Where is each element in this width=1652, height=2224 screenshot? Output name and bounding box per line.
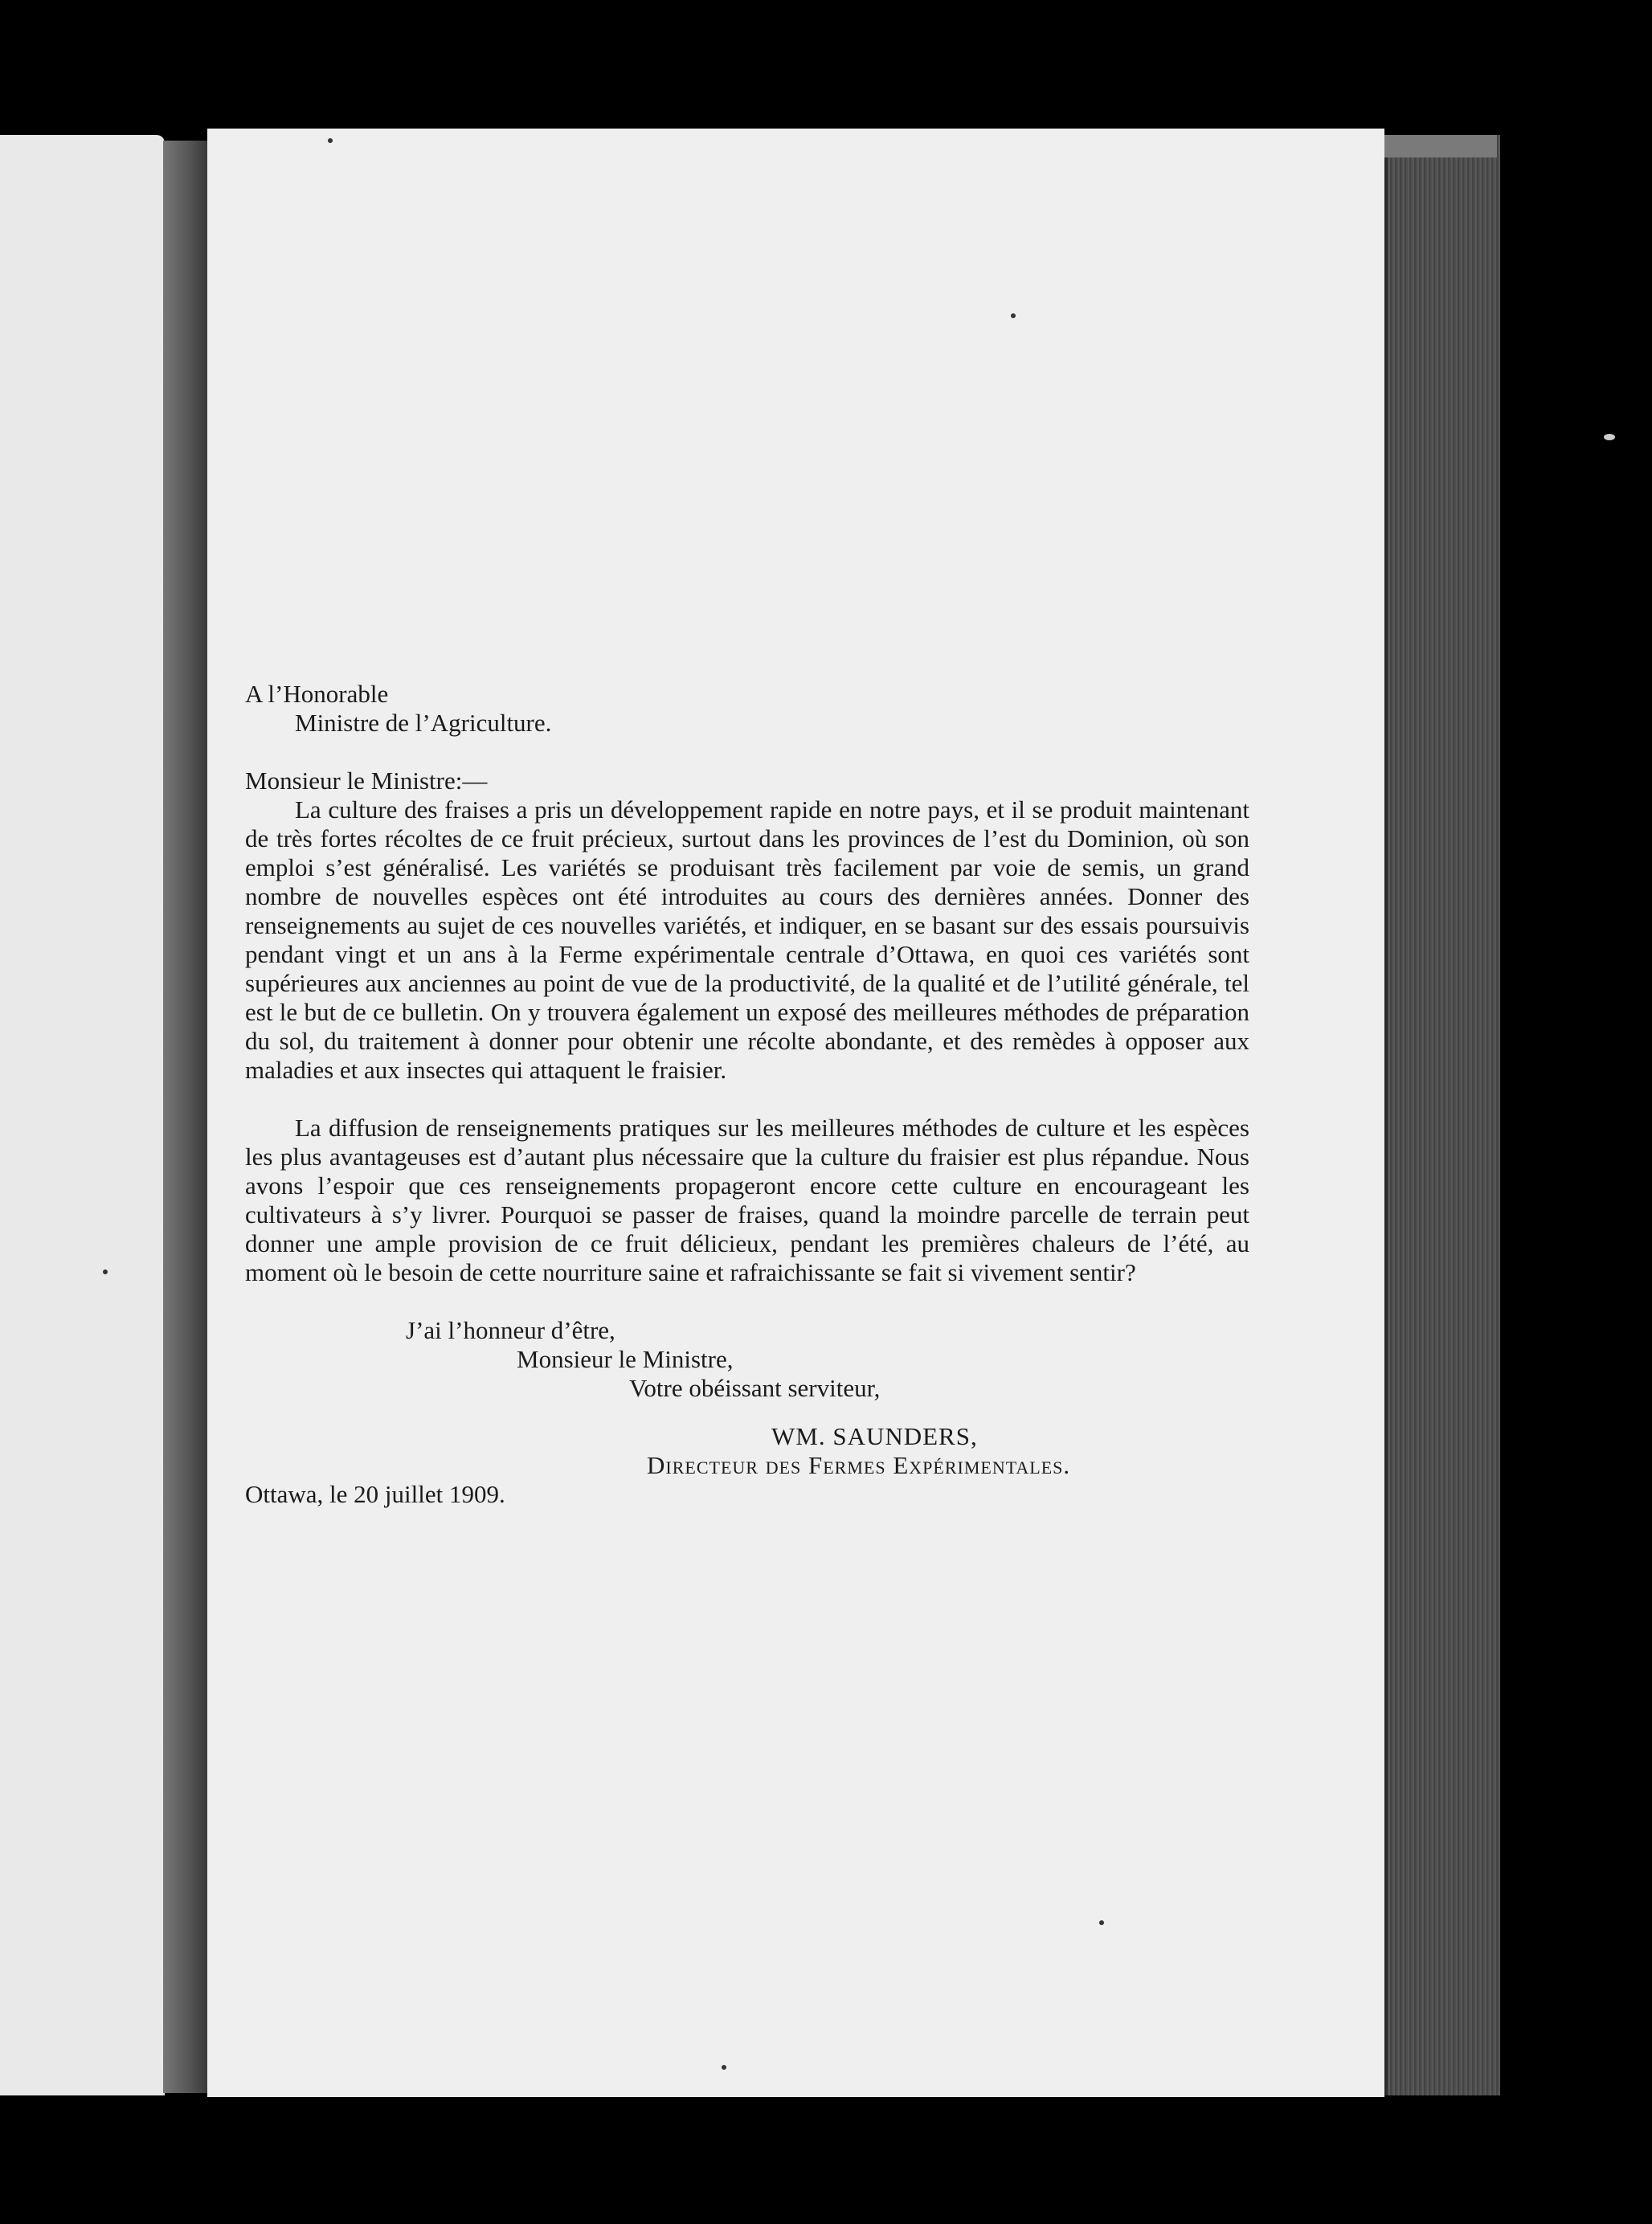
signature-title: Directeur des Fermes Expérimentales. — [647, 1451, 1071, 1479]
dust-speck — [1099, 1920, 1104, 1925]
closing-line-2: Monsieur le Ministre, — [517, 1345, 734, 1373]
dust-speck — [328, 138, 333, 143]
addressee-title: Ministre de l’Agriculture. — [295, 709, 552, 737]
book-page-edges — [1384, 135, 1500, 2095]
paragraph-1: La culture des fraises a pris un développement rapide en notre pays, et il se produit maintenant de très fortes récoltes de ce fruit précieux, surtout dans les provinces de l’est du Dominion, où son emploi s’est généralisé. Les variétés se produisant très facilement par voie de semis, un grand nombre de nouvelles espèces ont été introduites au cours des dernières années. Donner des renseignements au sujet de ces nouvelles variétés, et indiquer, en se basant sur des essais poursuivis pendant vingt et un ans à la Ferme expérimentale centrale d’Ottawa, en quoi ces variétés sont supérieures aux anciennes au point de vue de la productivité, de la qualité et de l’utilité générale, tel est le but de ce bulletin. On y trouvera également un exposé des meilleures méthodes de préparation du sol, du traitement à donner pour obtenir une récolte abondante, et des remèdes à opposer aux maladies et aux insectes qui attaquent le fraisier. — [245, 795, 1249, 1084]
book-cover-edge — [1384, 135, 1497, 157]
closing-line-1: J’ai l’honneur d’être, — [406, 1316, 615, 1344]
addressee-line: A l’Honorable — [245, 680, 389, 708]
greeting: Monsieur le Ministre:— — [245, 767, 488, 795]
dust-speck — [1011, 313, 1016, 318]
letter-body — [245, 680, 1249, 1509]
signature-name: WM. SAUNDERS, — [771, 1422, 978, 1450]
paragraph-2: La diffusion de renseignements pratiques sur les meilleures méthodes de culture et les espèces les plus avantageuses est d’autant plus nécessaire que la culture du fraisier est plus répandue. Nous avons l’espoir que ces renseignements propageront encore cette culture en encourageant les cultivateurs à s’y livrer. Pourquoi se passer de fraises, quand la moindre parcelle de terrain peut donner une ample provision de ce fruit délicieux, pendant les premières chaleurs de l’été, au moment où le besoin de cette nourriture saine et rafraichissante se fait si vivement sentir? — [245, 1114, 1249, 1286]
book-gutter — [163, 141, 211, 2093]
closing-line-3: Votre obéissant serviteur, — [629, 1374, 881, 1402]
dust-speck — [1604, 434, 1615, 440]
left-facing-page — [0, 135, 165, 2095]
place-and-date: Ottawa, le 20 juillet 1909. — [245, 1480, 505, 1508]
dust-speck — [722, 2065, 726, 2070]
dust-speck — [103, 1269, 108, 1274]
closing-block — [245, 1316, 1249, 1403]
